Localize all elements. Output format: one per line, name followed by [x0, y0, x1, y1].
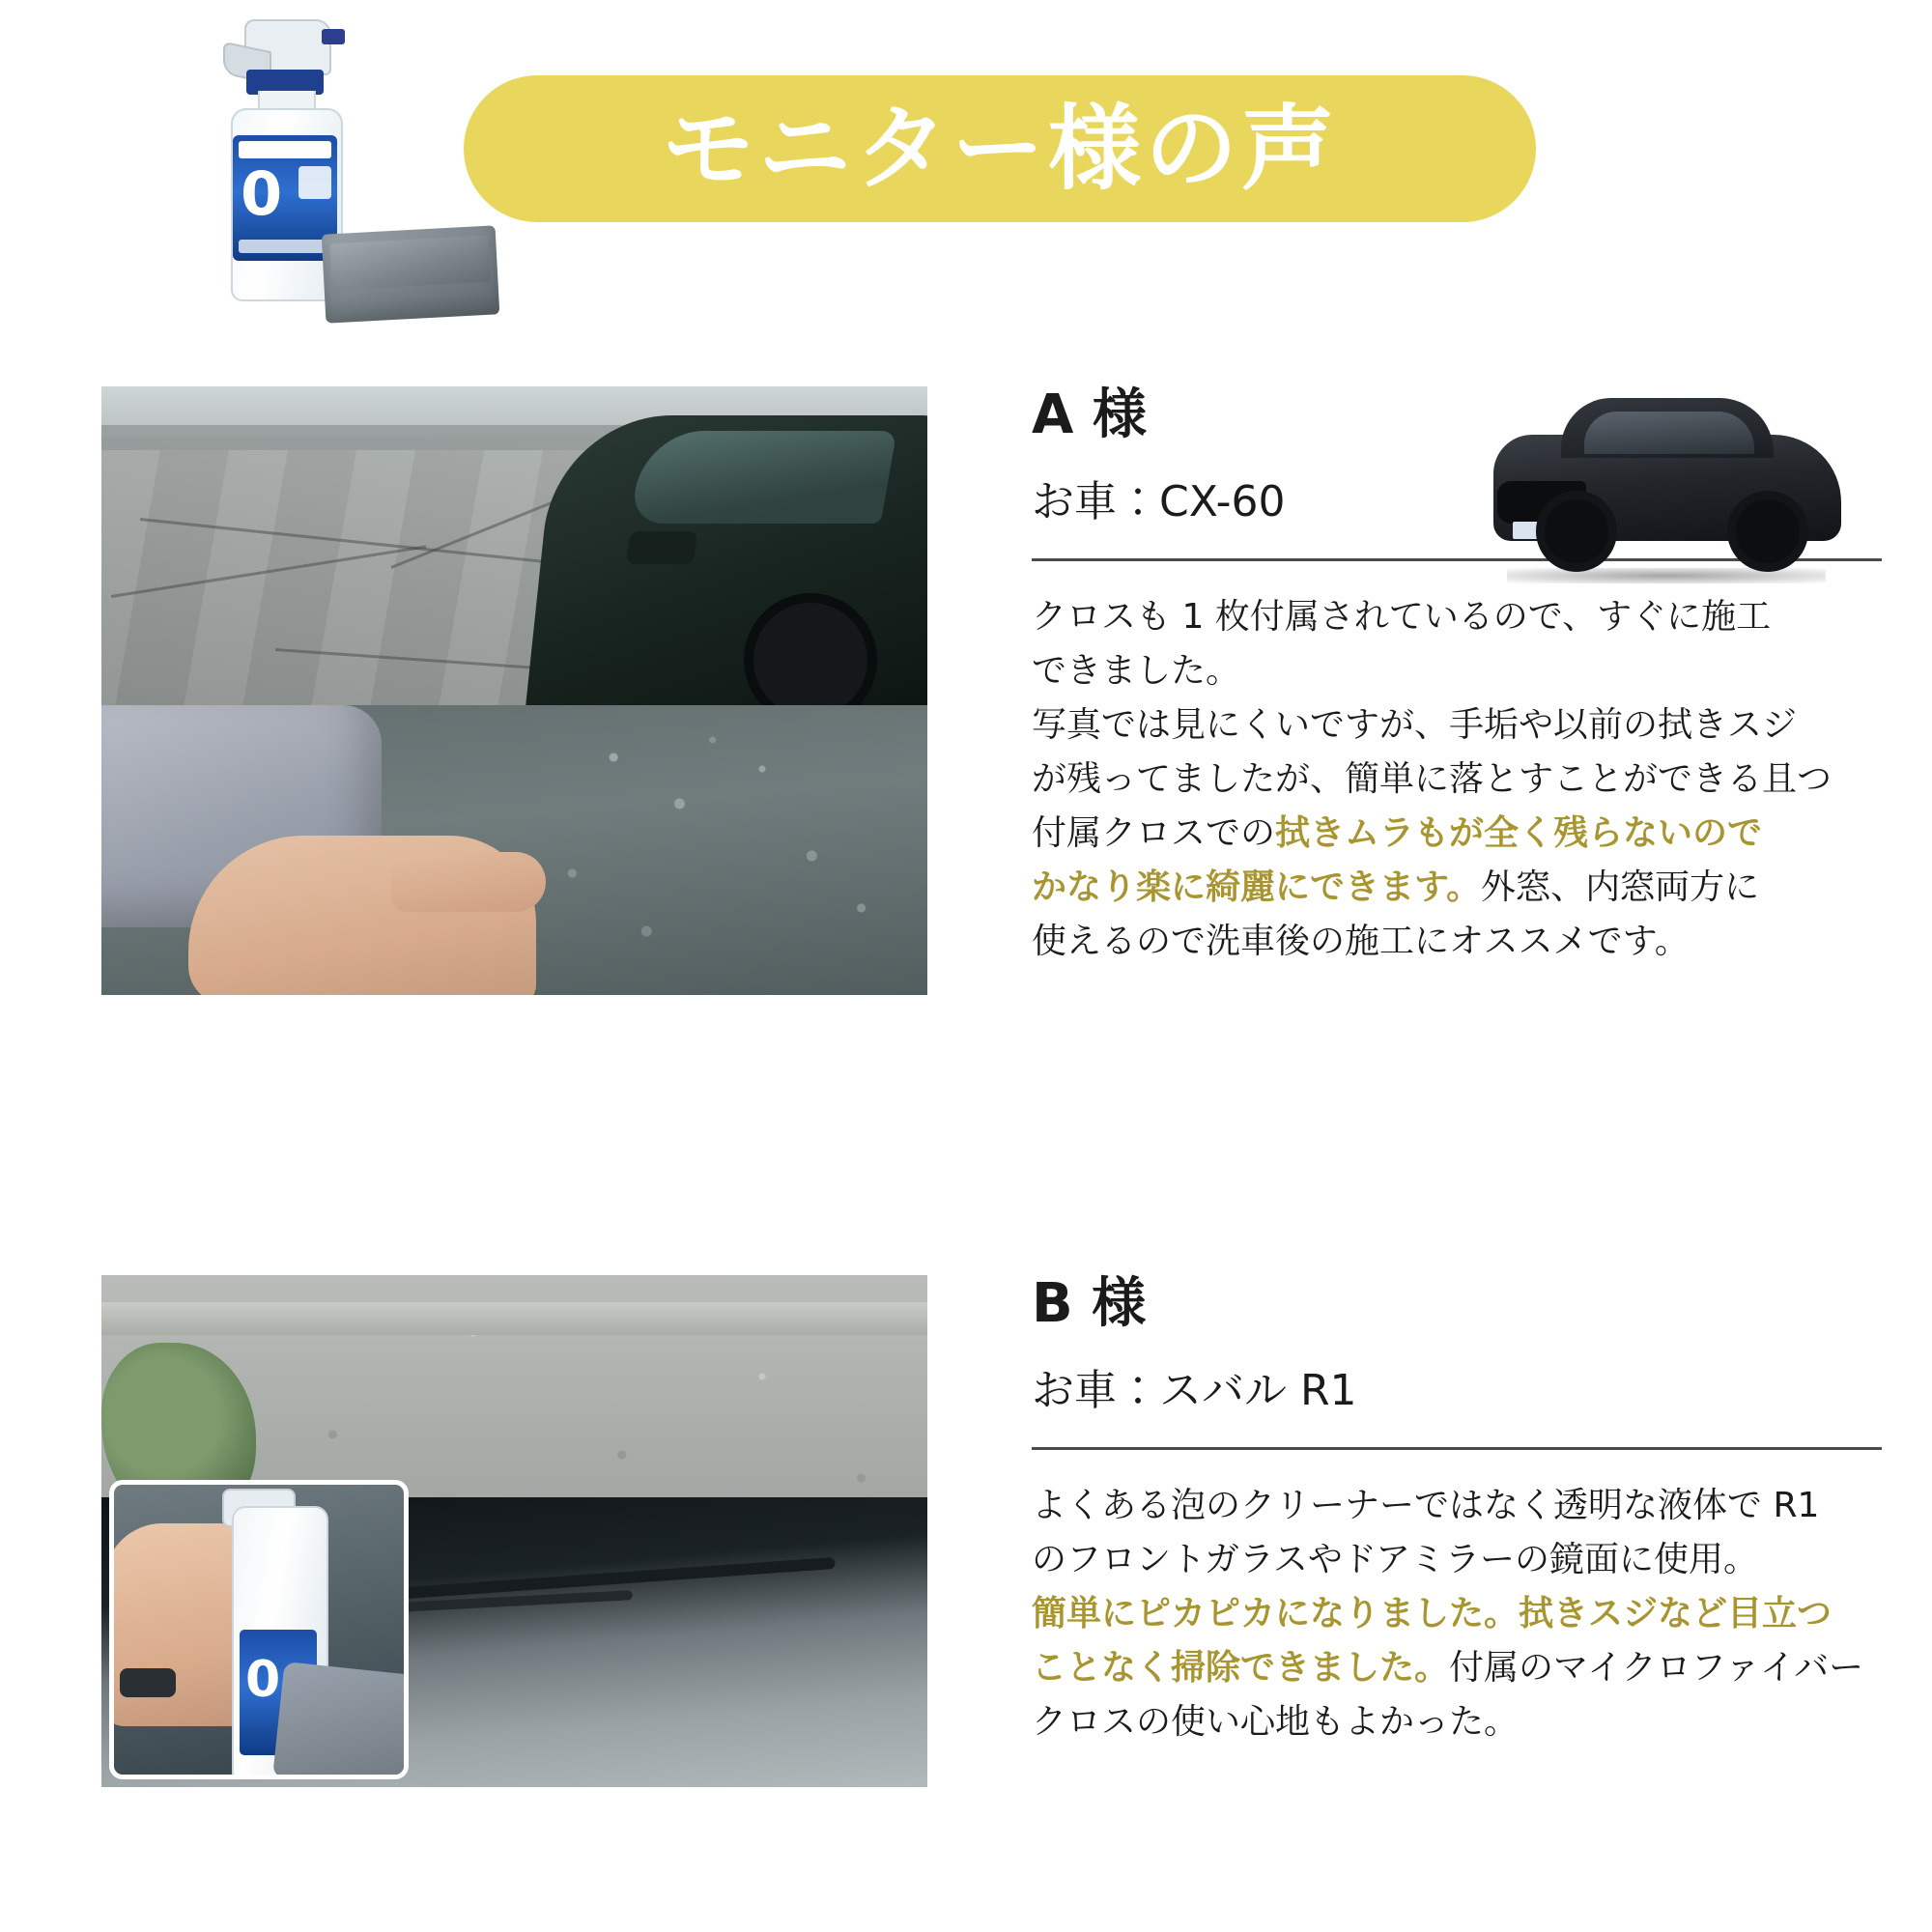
- body-line: クロスの使い心地もよかった。: [1032, 1702, 1520, 1742]
- car-thumb-rear-wheel: [1727, 491, 1808, 572]
- inset-wristwatch: [120, 1668, 176, 1697]
- body-line: 写真では見にくいですが、手垢や以前の拭きスジ: [1032, 705, 1798, 745]
- body-line-highlight: ことなく掃除できました。: [1032, 1648, 1450, 1688]
- testimonial-b-car-label: お車：スバル R1: [1032, 1366, 1357, 1415]
- testimonial-b-text: [1032, 1272, 1882, 1749]
- testimonial-a-text: [1032, 386, 1882, 969]
- car-thumb-glass: [1584, 412, 1754, 454]
- body-line-highlight: 拭きムラもが全く残らないので: [1275, 813, 1763, 853]
- car-thumb-front-wheel: [1536, 491, 1617, 572]
- testimonial-b-photos: [101, 1275, 927, 1787]
- body-line: クロスも 1 枚付属されているので、すぐに施工: [1032, 597, 1772, 637]
- testimonial-b-divider: [1032, 1447, 1882, 1450]
- testimonial-block-a: [0, 367, 1932, 1043]
- testimonial-b-name: B 様: [1032, 1272, 1147, 1335]
- body-line: よくある泡のクリーナーではなく透明な液体で R1: [1032, 1486, 1820, 1525]
- testimonial-b-body: [1032, 1479, 1882, 1749]
- body-line: 付属のマイクロファイバー: [1449, 1648, 1864, 1688]
- testimonial-a-car-thumbnail: [1484, 377, 1851, 589]
- title-banner: [464, 75, 1536, 222]
- body-line: が残ってましたが、簡単に落とすことができる且つ: [1032, 759, 1833, 799]
- photo-kerb: [101, 1302, 927, 1335]
- body-line: できました。: [1032, 651, 1241, 691]
- body-line: 使えるので洗車後の施工にオススメです。: [1032, 922, 1690, 961]
- page-title: モニター様の声: [662, 95, 1338, 203]
- photo-car-windshield: [630, 431, 897, 524]
- product-image: [188, 19, 497, 309]
- testimonial-b-photo-2-inset: [109, 1480, 409, 1779]
- body-line-highlight: 拭きスジなど目立つ: [1519, 1594, 1833, 1634]
- photo-car-mirror: [626, 531, 698, 564]
- bottle-label-top-band: [239, 141, 331, 158]
- testimonial-block-b: [0, 1256, 1932, 1932]
- page-header: [0, 0, 1932, 348]
- testimonial-a-body: [1032, 590, 1882, 969]
- body-line: 付属クロスでの: [1032, 813, 1276, 853]
- photo-fingers: [391, 852, 546, 912]
- body-line: のフロントガラスやドアミラーの鏡面に使用。: [1032, 1540, 1759, 1579]
- body-line: 外窓、内窓両方に: [1481, 867, 1760, 907]
- inset-microfiber-cloth: [272, 1662, 409, 1779]
- bottle-nozzle: [322, 29, 345, 44]
- testimonial-a-car-label: お車：CX-60: [1032, 477, 1286, 526]
- body-line-highlight: 簡単にピカピカになりました。: [1032, 1594, 1520, 1634]
- testimonial-a-photo-1: [101, 386, 927, 705]
- body-line-highlight: かなり楽に綺麗にできます。: [1032, 867, 1482, 907]
- testimonial-a-name: A 様: [1032, 384, 1147, 446]
- testimonial-a-photo-2: [101, 705, 927, 995]
- bottle-label-chip: [298, 166, 331, 199]
- microfiber-cloth: [322, 225, 500, 323]
- testimonial-b-photo-1: [101, 1275, 927, 1787]
- bottle-label-bottom-band: [239, 240, 331, 253]
- bottle-label-zero-mark: 0: [241, 158, 283, 229]
- inset-bottle-zero-mark: 0: [245, 1651, 281, 1709]
- testimonial-a-photos: [101, 386, 927, 995]
